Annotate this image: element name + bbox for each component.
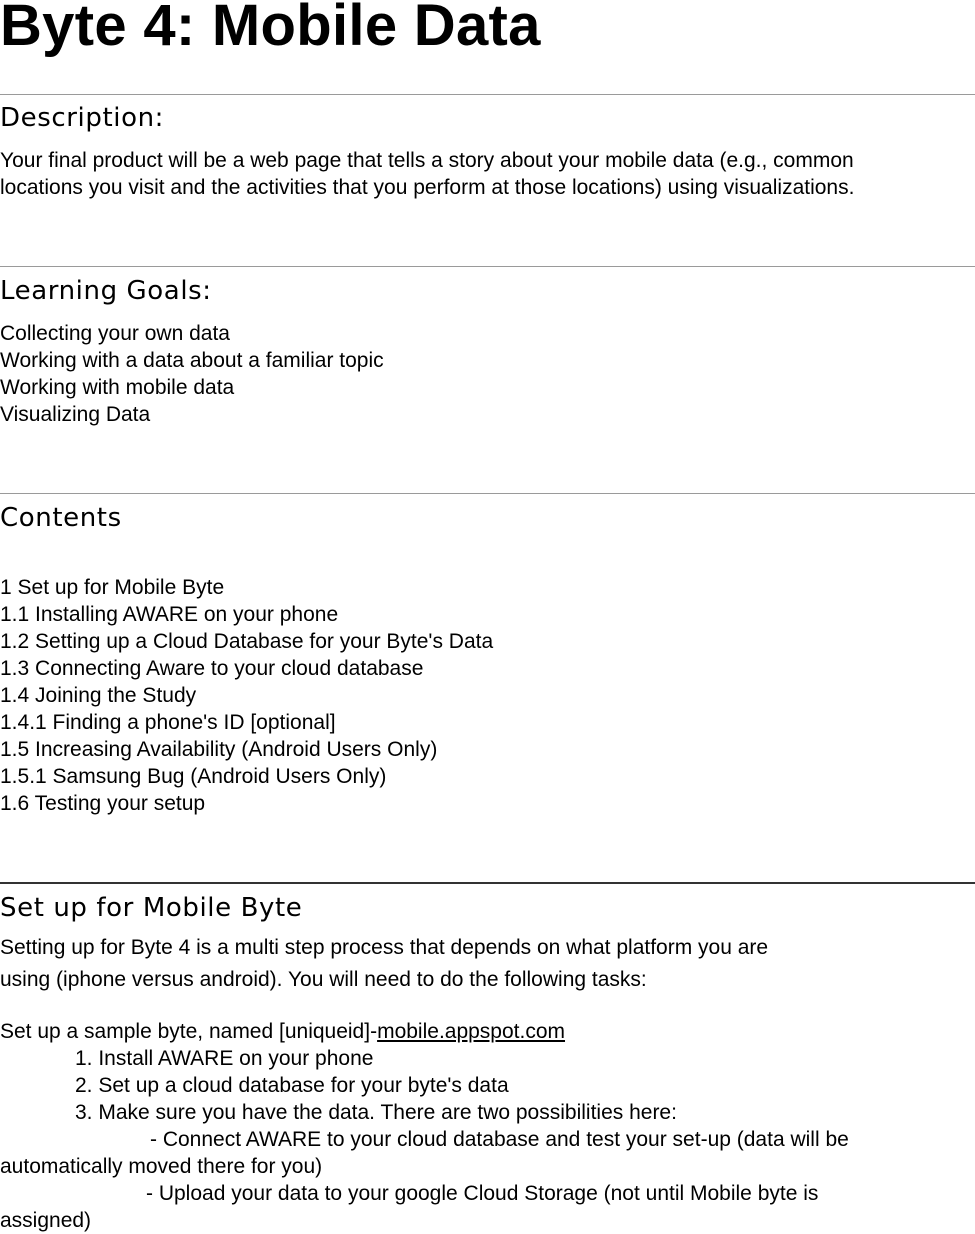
setup-heading: Set up for Mobile Byte xyxy=(0,893,303,923)
toc-item-increasing-availability[interactable]: 1.5 Increasing Availability (Android Users Only) xyxy=(0,738,438,761)
toc-item-connecting-aware[interactable]: 1.3 Connecting Aware to your cloud database xyxy=(0,657,424,680)
setup-step: 3. Make sure you have the data. There are two possibilities here: xyxy=(75,1101,677,1124)
setup-substep-continuation: automatically moved there for you) xyxy=(0,1155,323,1178)
sample-byte-prefix: Set up a sample byte, named [uniqueid]- xyxy=(0,1020,378,1043)
setup-step: 2. Set up a cloud database for your byte's data xyxy=(75,1074,509,1097)
contents-heading: Contents xyxy=(0,503,122,533)
learning-goals-heading: Learning Goals: xyxy=(0,276,212,306)
toc-item-cloud-database[interactable]: 1.2 Setting up a Cloud Database for your Byte's Data xyxy=(0,630,494,653)
learning-goal-item: Working with mobile data xyxy=(0,376,235,399)
sample-byte-link[interactable]: mobile.appspot.com xyxy=(377,1020,566,1043)
setup-substep-continuation: assigned) xyxy=(0,1209,92,1232)
learning-goal-item: Collecting your own data xyxy=(0,322,230,345)
divider-description xyxy=(0,94,975,95)
toc-item-phone-id[interactable]: 1.4.1 Finding a phone's ID [optional] xyxy=(0,711,336,734)
divider-contents xyxy=(0,493,975,494)
setup-substep: - Connect AWARE to your cloud database and test your set-up (data will be xyxy=(150,1128,849,1151)
setup-intro-line: using (iphone versus android). You will need to do the following tasks: xyxy=(0,968,647,991)
toc-item-testing-setup[interactable]: 1.6 Testing your setup xyxy=(0,792,206,815)
setup-substep: - Upload your data to your google Cloud Storage (not until Mobile byte is xyxy=(146,1182,819,1205)
toc-item-setup[interactable]: 1 Set up for Mobile Byte xyxy=(0,576,225,599)
setup-intro-line: Setting up for Byte 4 is a multi step process that depends on what platform you are xyxy=(0,936,769,959)
description-heading: Description: xyxy=(0,103,165,133)
learning-goal-item: Visualizing Data xyxy=(0,403,151,426)
toc-item-installing-aware[interactable]: 1.1 Installing AWARE on your phone xyxy=(0,603,339,626)
divider-setup xyxy=(0,882,975,884)
setup-step: 1. Install AWARE on your phone xyxy=(75,1047,374,1070)
toc-item-samsung-bug[interactable]: 1.5.1 Samsung Bug (Android Users Only) xyxy=(0,765,387,788)
setup-intro xyxy=(0,932,768,996)
description-line: Your final product will be a web page that tells a story about your mobile data (e.g., common xyxy=(0,149,854,172)
page-title: Byte 4: Mobile Data xyxy=(0,0,541,58)
divider-learning-goals xyxy=(0,266,975,267)
description-line: locations you visit and the activities that you perform at those locations) using visualizations. xyxy=(0,176,855,199)
learning-goals-list xyxy=(0,320,384,428)
table-of-contents xyxy=(0,574,493,817)
sample-byte-line xyxy=(0,1018,849,1045)
description-text xyxy=(0,147,854,201)
learning-goal-item: Working with a data about a familiar topic xyxy=(0,349,384,372)
toc-item-joining-study[interactable]: 1.4 Joining the Study xyxy=(0,684,197,707)
setup-tasks xyxy=(0,1018,849,1234)
